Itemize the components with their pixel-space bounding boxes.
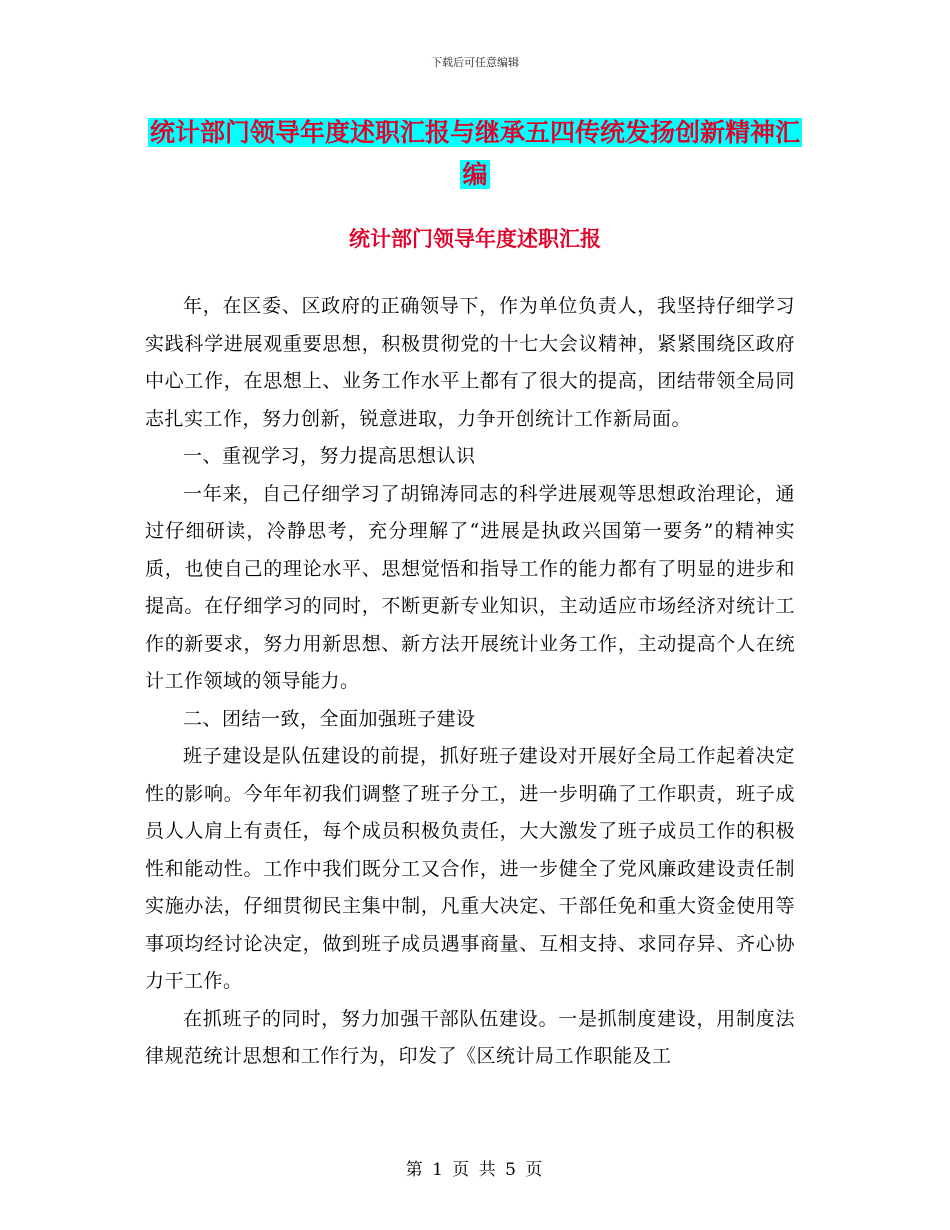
page-indicator: 第 1 页 共 5 页 — [405, 1160, 545, 1180]
paragraph-intro: 年，在区委、区政府的正确领导下，作为单位负责人，我坚持仔细学习实践科学进展观重要思想，积极贯彻党的十七大会议精神，紧紧围绕区政府中心工作，在思想上、业务工作水平上都有了很大的提高，团结带领全局同志扎实工作，努力创新，锐意进取，力争开创统计工作新局面。 — [145, 295, 795, 430]
document-title — [145, 112, 805, 196]
heading-team: 二、团结一致，全面加强班子建设 — [183, 707, 476, 730]
section-title: 统计部门领导年度述职汇报 — [349, 227, 601, 251]
paragraph-study: 一年来，自己仔细学习了胡锦涛同志的科学进展观等思想政治理论，通过仔细研读，冷静思考，充分理解了“进展是执政兴国第一要务”的精神实质，也使自己的理论水平、思想觉悟和指导工作的能力都有了明显的进步和提高。在仔细学习的同时，不断更新专业知识，主动适应市场经济对统计工作的新要求，努力用新思想、新方法开展统计业务工作，主动提高个人在统计工作领域的领导能力。 — [145, 482, 795, 692]
header-note: 下载后可任意编辑 — [431, 56, 519, 69]
paragraph-cadre: 在抓班子的同时，努力加强干部队伍建设。一是抓制度建设，用制度法律规范统计思想和工作行为，印发了《区统计局工作职能及工 — [145, 1007, 795, 1067]
heading-study: 一、重视学习，努力提高思想认识 — [183, 445, 476, 467]
paragraph-team: 班子建设是队伍建设的前提，抓好班子建设对开展好全局工作起着决定性的影响。今年年初我们调整了班子分工，进一步明确了工作职责，班子成员人人肩上有责任，每个成员积极负责任，大大激发了班子成员工作的积极性和能动性。工作中我们既分工又合作，进一步健全了党风廉政建设责任制实施办法，仔细贯彻民主集中制，凡重大决定、干部任免和重大资金使用等事项均经讨论决定，做到班子成员遇事商量、互相支持、求同存异、齐心协力干工作。 — [145, 745, 795, 992]
document-title-text: 统计部门领导年度述职汇报与继承五四传统发扬创新精神汇编 — [149, 118, 800, 189]
document-body — [145, 288, 795, 1076]
